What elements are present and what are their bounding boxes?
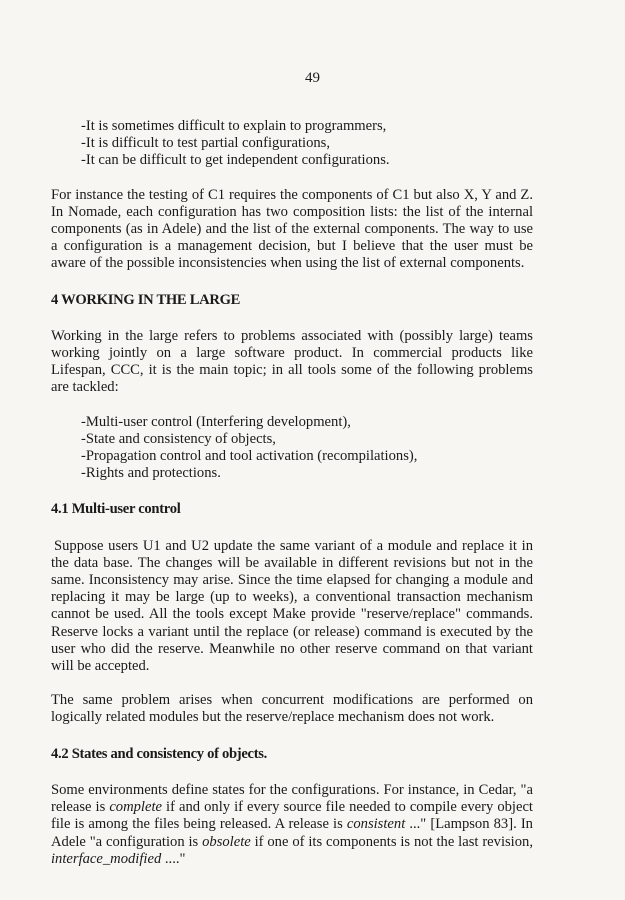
section-heading-4-2: 4.2 States and consistency of objects.: [51, 745, 268, 762]
list-item: -Propagation control and tool activation (recompilations),: [81, 448, 418, 465]
paragraph-multi-user: Suppose users U1 and U2 update the same variant of a module and replace it in the data base. The changes will be available in different revisions but not in the same. Inconsistency may arise. Since the time elapsed for changing a module and replacing it may be large (up to weeks), a conventional transaction mechanism cannot be used. All the tools except Make provide "reserve/replace" commands. Reserve locks a variant until the replace (or release) command is executed by the user who did the reserve. Meanwhile no other reserve command on that variant will be accepted.: [51, 537, 533, 675]
list-item: -Rights and protections.: [81, 465, 221, 482]
intro-list: [81, 118, 533, 170]
text-run: if one of its components is not the last revision,: [250, 833, 533, 850]
problems-list: [81, 414, 533, 483]
list-item: -It is difficult to test partial configurations,: [81, 135, 330, 152]
paragraph-states: [51, 782, 533, 868]
emphasis-consistent: consistent: [346, 816, 406, 833]
list-item: -It is sometimes difficult to explain to programmers,: [81, 118, 387, 134]
text-run: Some environments define states for the configurations. For instance, in Cedar, "a release is: [51, 781, 533, 816]
list-item: -State and consistency of objects,: [81, 430, 276, 447]
emphasis-complete: complete: [109, 799, 162, 816]
list-item: -Multi-user control (Interfering development),: [81, 413, 351, 430]
page-body: [51, 118, 533, 868]
emphasis-interface-modified: interface_modified: [51, 850, 162, 867]
text-run: ..." [Lampson 83]. In Adele "a configuration is: [51, 816, 533, 850]
emphasis-obsolete: obsolete: [202, 833, 251, 850]
list-item: -It can be difficult to get independent configurations.: [81, 152, 390, 169]
paragraph-same-problem: The same problem arises when concurrent modifications are performed on logically related modules but the reserve/replace mechanism does not work.: [51, 692, 533, 726]
paragraph-working-large: Working in the large refers to problems associated with (possibly large) teams working jointly on a large software product. In commercial products like Lifespan, CCC, it is the main topic; in all tools some of the following problems are tackled:: [51, 327, 533, 396]
paragraph-testing: For instance the testing of C1 requires the components of C1 but also X, Y and Z. In Nomade, each configuration has two composition lists: the list of the internal components (as in Adele) and the list of the external components. The way to use a configuration is a management decision, but I believe that the user must be aware of the possible inconsistencies when using the list of external components.: [51, 186, 533, 272]
section-heading-4-1: 4.1 Multi-user control: [51, 501, 181, 518]
page-number: 49: [305, 70, 320, 86]
text-run: ....": [161, 850, 186, 867]
section-heading-4: 4 WORKING IN THE LARGE: [51, 291, 241, 308]
text-run: if and only if every source file needed to compile every object file is among the files being released. A release is: [51, 799, 533, 833]
